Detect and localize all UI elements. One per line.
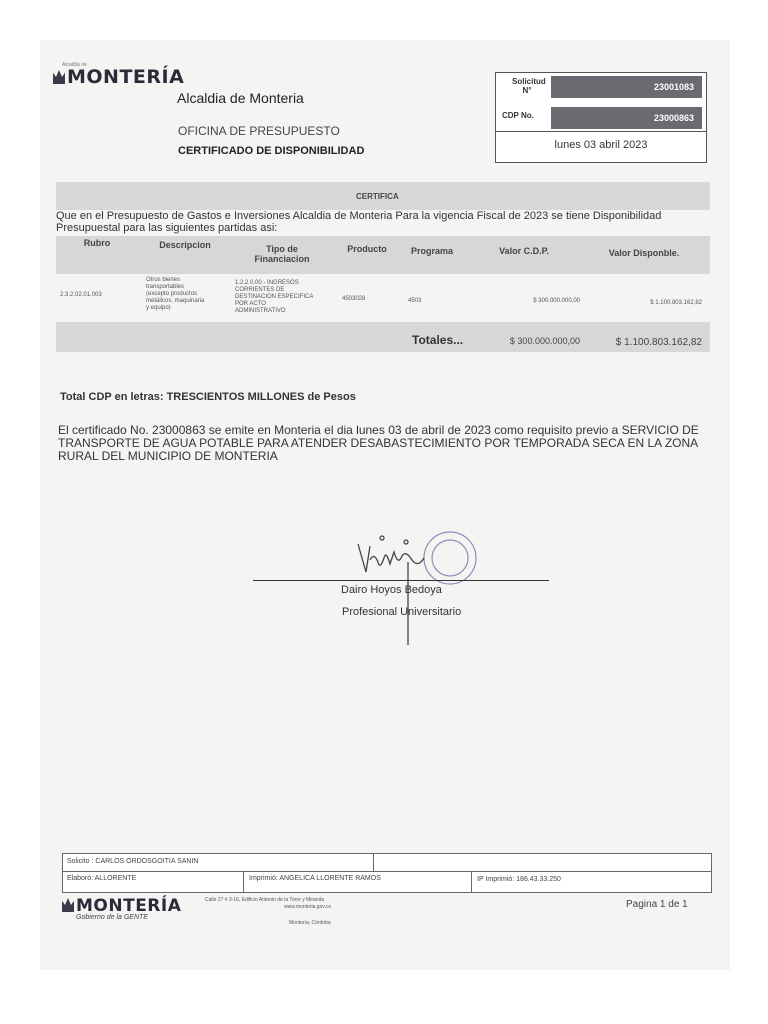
solicitud-label bbox=[512, 77, 546, 95]
desc-line: Otros bienes bbox=[146, 277, 181, 283]
footer-divider bbox=[63, 871, 711, 872]
box-divider bbox=[496, 131, 706, 132]
imprimio-text: Imprimió: ANGELICA LLORENTE RAMOS bbox=[249, 875, 381, 882]
desc-line: metálicos, maquinaria bbox=[146, 298, 205, 304]
desc-line: y equipo) bbox=[146, 305, 171, 311]
footer-logo bbox=[62, 896, 181, 916]
col-programa: Programa bbox=[410, 246, 454, 256]
col-tipo-line2: Financiacion bbox=[254, 254, 310, 264]
footer-info-box bbox=[62, 853, 712, 893]
col-descripcion: Descripcion bbox=[159, 240, 211, 250]
certificate-title: CERTIFICADO DE DISPONIBILIDAD bbox=[178, 145, 365, 157]
document-page bbox=[40, 40, 730, 970]
certifica-text-line1: Que en el Presupuesto de Gastos e Inversiones Alcaldia de Monteria Para la vigencia Fiscal de 2023 se tiene Disponibilidad bbox=[56, 210, 662, 222]
desc-line: transportables bbox=[146, 284, 185, 290]
solicitud-label-line2: N° bbox=[522, 86, 532, 95]
row-programa: 4503 bbox=[408, 298, 422, 304]
col-tipo-financiacion bbox=[232, 244, 332, 264]
statement-line2: TRANSPORTE DE AGUA POTABLE PARA ATENDER DESABASTECIMIENTO POR TEMPORADA SECA EN LA ZONA bbox=[58, 436, 699, 450]
tipo-line: DESTINACION ESPECIFICA bbox=[235, 294, 314, 300]
cdp-label: CDP No. bbox=[502, 111, 534, 120]
totals-valor-cdp: $ 300.000.000,00 bbox=[509, 336, 580, 346]
footer-address: Calle 27 # 3-16, Edificio Antonio de la Torre y Miranda bbox=[205, 897, 325, 903]
page-number: Pagina 1 de 1 bbox=[626, 899, 688, 910]
signer-title: Profesional Universitario bbox=[342, 606, 462, 618]
solicitud-number: 23001083 bbox=[551, 76, 702, 98]
footer-slogan: Gobierno de la GENTE bbox=[76, 914, 148, 921]
tipo-line: CORRIENTES DE bbox=[235, 287, 285, 293]
signature-dot bbox=[380, 536, 384, 540]
solicito-text: Solicito : CARLOS ORDOSGOITIA SANIN bbox=[67, 858, 199, 865]
statement-line1: El certificado No. 23000863 se emite en Monteria el dia lunes 03 de abril de 2023 como requisito previo a SERVICIO DE bbox=[58, 423, 699, 437]
cdp-info-box bbox=[495, 72, 707, 163]
monteria-logo bbox=[53, 66, 184, 88]
signature-stroke bbox=[358, 544, 424, 572]
ip-text: IP Imprimió: 186.43.33.250 bbox=[477, 876, 561, 883]
institution-name: Alcaldia de Monteria bbox=[177, 90, 304, 106]
office-name: OFICINA DE PRESUPUESTO bbox=[178, 124, 340, 138]
totals-valor-disponible: $ 1.100.803.162,82 bbox=[615, 337, 702, 348]
signature-dot bbox=[404, 540, 408, 544]
col-tipo-line1: Tipo de bbox=[266, 244, 298, 254]
row-tipo bbox=[235, 280, 313, 315]
desc-line: (excepto productos bbox=[146, 291, 198, 297]
certifica-label: CERTIFICA bbox=[356, 192, 399, 201]
row-valor-cdp: $ 300.000.000,00 bbox=[533, 298, 580, 304]
official-seal-inner bbox=[432, 540, 468, 576]
cdp-number: 23000863 bbox=[551, 107, 702, 129]
statement-line3: RURAL DEL MUNICIPIO DE MONTERIA bbox=[58, 449, 278, 463]
col-valor-disponible: Valor Disponble. bbox=[608, 248, 680, 258]
totals-label: Totales... bbox=[412, 333, 464, 347]
row-rubro: 2.3.2.02.01.003 bbox=[60, 292, 102, 298]
row-valor-disponible: $ 1.100.803.162,82 bbox=[650, 300, 702, 306]
footer-web: www.monteria.gov.co bbox=[284, 904, 332, 910]
solicitud-label-line1: Solicitud bbox=[512, 77, 546, 86]
tipo-line: POR ACTO bbox=[235, 301, 266, 307]
col-rubro: Rubro bbox=[83, 238, 111, 248]
solicito-cell bbox=[63, 854, 374, 871]
footer-col-divider bbox=[243, 871, 244, 892]
footer-col-divider bbox=[471, 871, 472, 892]
col-valor-cdp: Valor C.D.P. bbox=[499, 246, 549, 256]
certifica-text-line2: Presupuestal para las siguientes partidas asi: bbox=[56, 222, 278, 234]
total-in-letters: Total CDP en letras: TRESCIENTOS MILLONES de Pesos bbox=[60, 391, 356, 403]
elaboro-text: Elaboró: ALLORENTE bbox=[67, 875, 137, 882]
tipo-line: 1.2.2.0.00 - INGRESOS bbox=[235, 280, 299, 286]
row-producto: 4503028 bbox=[342, 296, 366, 302]
signer-name: Dairo Hoyos Bedoya bbox=[341, 584, 442, 596]
cdp-date: lunes 03 abril 2023 bbox=[554, 139, 648, 151]
footer-city: Montería, Córdoba bbox=[289, 920, 331, 926]
footer-logo-text: MONTERÍA bbox=[76, 896, 182, 916]
tipo-line: ADMINISTRATIVO bbox=[235, 308, 286, 314]
crown-icon bbox=[62, 898, 74, 912]
crown-icon bbox=[53, 70, 65, 84]
logo-text: MONTERÍA bbox=[67, 66, 185, 88]
signature-line bbox=[253, 580, 549, 581]
row-descripcion bbox=[146, 277, 204, 312]
col-producto: Producto bbox=[347, 244, 387, 254]
logo-small-text: Alcaldía de bbox=[62, 62, 87, 68]
